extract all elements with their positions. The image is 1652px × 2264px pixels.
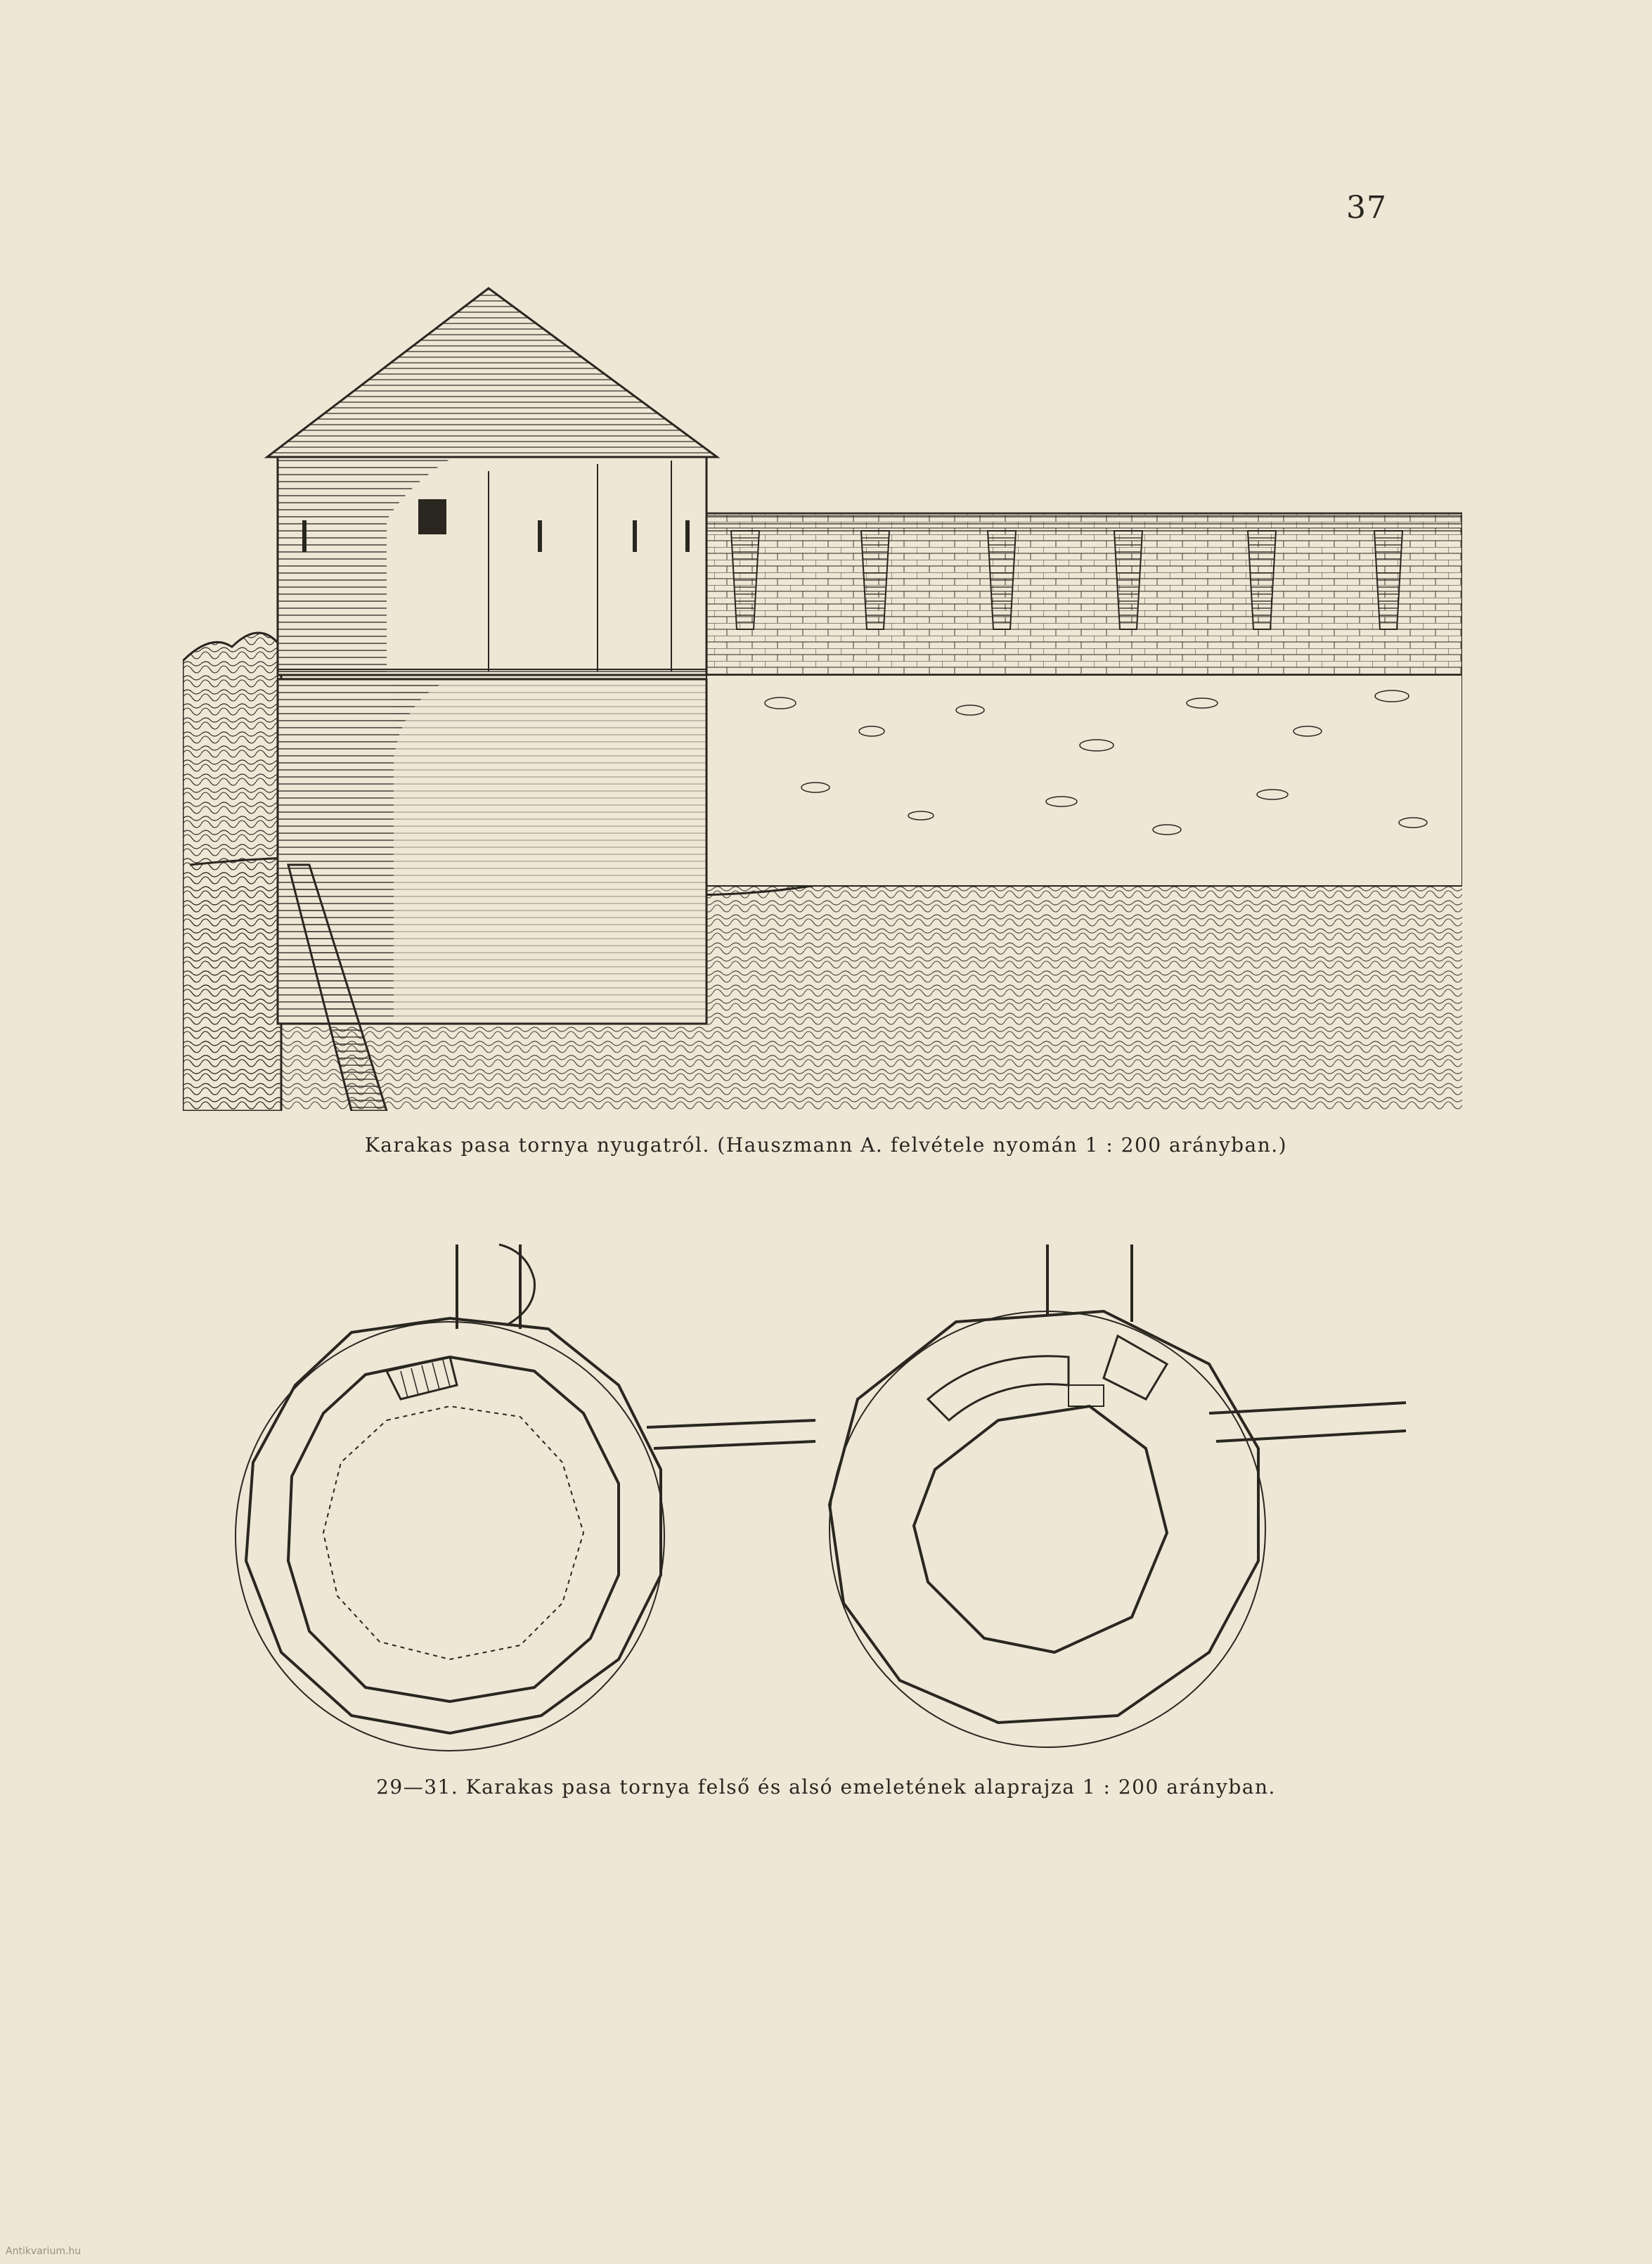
- curtain-wall-band: [706, 513, 1462, 534]
- elevation-caption: Karakas pasa tornya nyugatról. (Hauszmann A. felvétele nyomán 1 : 200 arányban.): [364, 1133, 1288, 1157]
- lower-floor-plan: [830, 1244, 1406, 1747]
- floor-plans-drawing: [225, 1237, 1434, 1772]
- tower-cornice: [278, 669, 706, 679]
- tower-lower-courses: [394, 679, 706, 1024]
- tower-elevation-drawing: [183, 281, 1462, 1111]
- plans-caption: 29—31. Karakas pasa tornya felső és alsó emeletének alaprajza 1 : 200 arányban.: [376, 1775, 1276, 1799]
- tower-window: [418, 499, 446, 534]
- upper-floor-plan: [235, 1244, 815, 1751]
- curtain-wall-parapet: [706, 513, 1462, 675]
- watermark: Antikvarium.hu: [6, 2246, 82, 2257]
- curtain-wall-lower: [706, 675, 1462, 886]
- tower-roof: [267, 288, 717, 457]
- left-foliage: [183, 633, 281, 1111]
- page-number: 37: [1346, 190, 1387, 226]
